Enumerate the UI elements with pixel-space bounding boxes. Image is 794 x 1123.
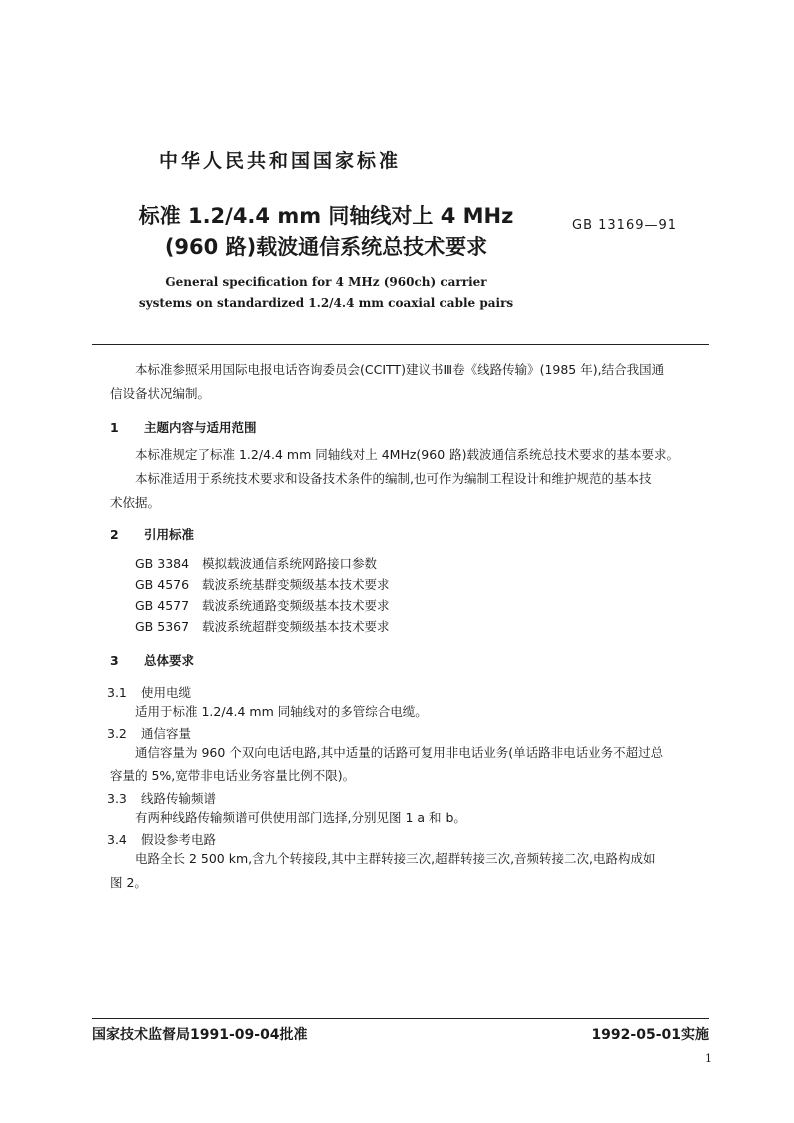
page-number: 1 [705, 1052, 712, 1065]
subsection-3-2-line2: 容量的 5%,宽带非电话业务容量比例不限)。 [110, 768, 356, 783]
national-standard-heading: 中华人民共和国国家标准 [158, 150, 401, 172]
intro-line2: 信设备状况编制。 [110, 386, 211, 401]
document-title-line1: 标准 1.2/4.4 mm 同轴线对上 4 MHz [138, 204, 514, 228]
subsection-number: 3.4 [107, 832, 127, 847]
subsection-3-4-heading [107, 830, 216, 848]
ref-item [135, 575, 390, 595]
subsection-3-2-line1: 通信容量为 960 个双向电话电路,其中适量的话路可复用非电话业务(单话路非电话业务不超过总 [135, 745, 664, 760]
intro-line1: 本标准参照采用国际电报电话咨询委员会(CCITT)建议书Ⅲ卷《线路传输》(1985 年),结合我国通 [135, 362, 665, 377]
standard-code: GB 13169—91 [572, 218, 678, 233]
subsection-3-1-heading [107, 683, 191, 701]
approval-date: 国家技术监督局1991-09-04批准 [92, 1027, 308, 1043]
section2-number: 2 [110, 527, 119, 542]
intro-paragraph [110, 358, 714, 382]
subsection-3-4-line1: 电路全长 2 500 km,含九个转接段,其中主群转接三次,超群转接三次,音频转接二次,电路构成如 [135, 851, 656, 866]
subsection-3-3-heading [107, 789, 216, 807]
section2-title: 引用标准 [144, 527, 195, 542]
ref-title: 载波系统基群变频级基本技术要求 [202, 577, 390, 592]
subsection-number: 3.3 [107, 791, 127, 806]
section3-heading [110, 651, 194, 669]
section3-number: 3 [110, 653, 119, 668]
section1-title: 主题内容与适用范围 [144, 420, 257, 435]
implementation-date: 1992-05-01实施 [591, 1027, 709, 1043]
ref-code: GB 4577 [135, 598, 190, 613]
english-title-line2: systems on standardized 1.2/4.4 mm coaxial cable pairs [138, 296, 514, 310]
ref-item [135, 617, 390, 637]
english-title-line1: General specification for 4 MHz (960ch) carrier [165, 275, 487, 289]
subsection-number: 3.2 [107, 726, 127, 741]
subsection-title: 通信容量 [141, 726, 192, 741]
subsection-number: 3.1 [107, 685, 127, 700]
subsection-title: 假设参考电路 [141, 832, 217, 847]
ref-code: GB 3384 [135, 556, 190, 571]
subsection-3-1-text: 适用于标准 1.2/4.4 mm 同轴线对的多管综合电缆。 [135, 704, 428, 719]
ref-item [135, 554, 377, 574]
section1-p2-line2: 术依据。 [110, 495, 161, 510]
subsection-title: 线路传输频谱 [141, 791, 217, 806]
section1-p1: 本标准规定了标准 1.2/4.4 mm 同轴线对上 4MHz(960 路)载波通信系统总技术要求的基本要求。 [135, 447, 680, 462]
header-divider [92, 344, 709, 345]
section2-heading [110, 525, 194, 543]
section3-title: 总体要求 [144, 653, 195, 668]
subsection-3-2-heading [107, 724, 191, 742]
subsection-title: 使用电缆 [141, 685, 192, 700]
ref-title: 模拟载波通信系统网路接口参数 [202, 556, 378, 571]
section1-p2-line1: 本标准适用于系统技术要求和设备技术条件的编制,也可作为编制工程设计和维护规范的基本技 [135, 471, 652, 486]
section1-heading [110, 418, 257, 436]
ref-title: 载波系统通路变频级基本技术要求 [202, 598, 390, 613]
ref-title: 载波系统超群变频级基本技术要求 [202, 619, 390, 634]
footer-divider [92, 1018, 709, 1019]
ref-code: GB 5367 [135, 619, 190, 634]
ref-item [135, 596, 390, 616]
section1-number: 1 [110, 420, 119, 435]
ref-code: GB 4576 [135, 577, 190, 592]
subsection-3-4-line2: 图 2。 [110, 875, 147, 890]
document-title-line2: (960 路)载波通信系统总技术要求 [164, 235, 488, 259]
subsection-3-3-text: 有两种线路传输频谱可供使用部门选择,分别见图 1 a 和 b。 [135, 810, 466, 825]
